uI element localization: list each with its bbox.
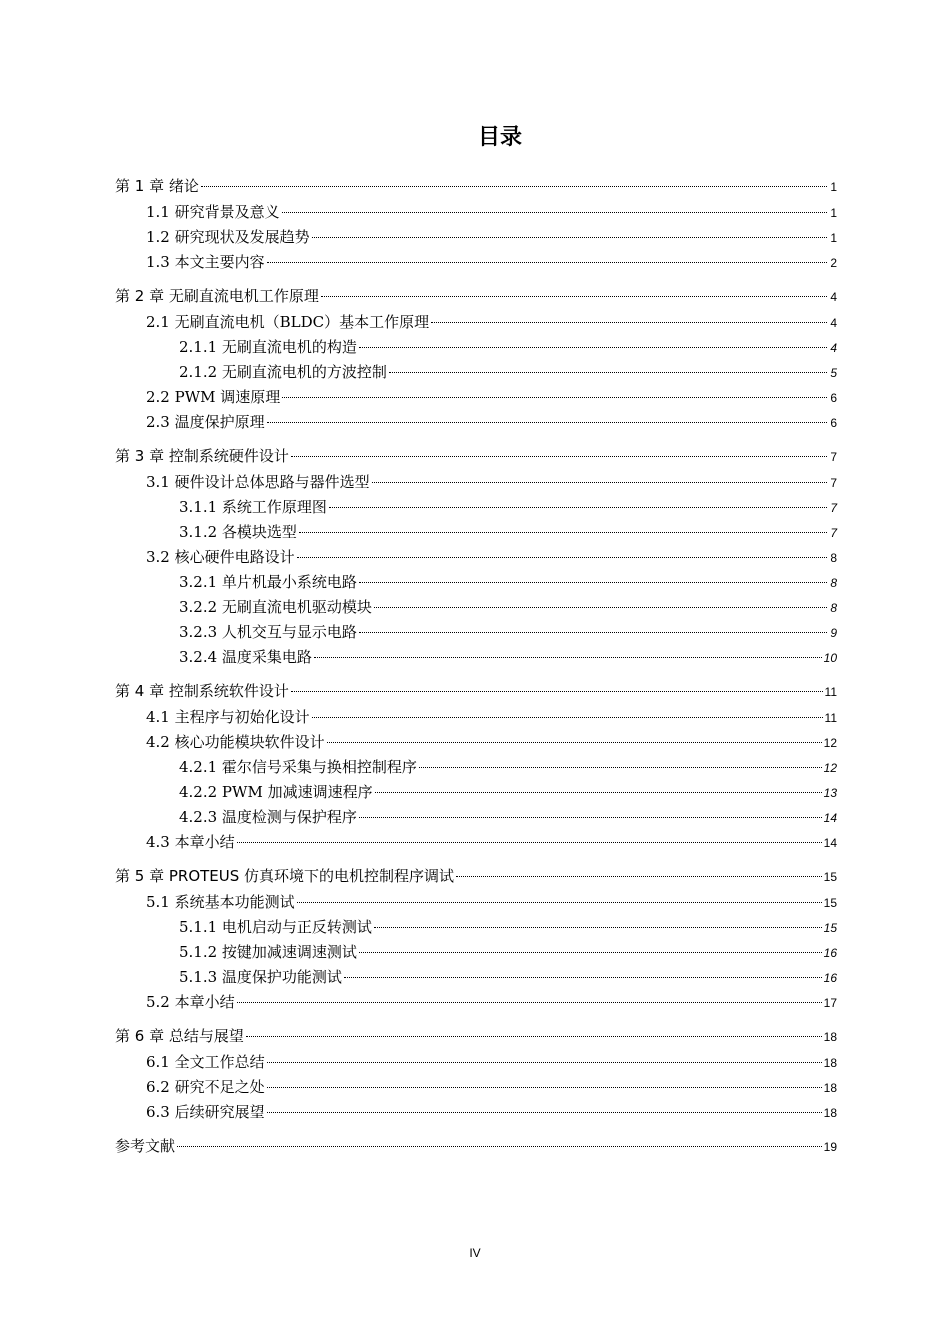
- toc-leader-dots: [237, 842, 822, 843]
- toc-entry-title: 5.1 系统基本功能测试: [146, 893, 295, 911]
- toc-entry-page: 17: [823, 996, 837, 1010]
- toc-entry[interactable]: [115, 570, 837, 595]
- toc-entry[interactable]: [115, 200, 837, 225]
- toc-entry-title: 第 1 章 绪论: [115, 177, 199, 195]
- toc-leader-dots: [237, 1002, 822, 1003]
- toc-entry-title: 3.1.1 系统工作原理图: [179, 498, 327, 516]
- toc-entry-page: 14: [823, 836, 837, 850]
- toc-entry-page: 15: [823, 870, 837, 884]
- toc-entry[interactable]: [115, 443, 837, 470]
- toc-entry[interactable]: [115, 1075, 837, 1100]
- toc-entry-page: 1: [830, 206, 837, 220]
- toc-entry-title: 6.2 研究不足之处: [146, 1078, 265, 1096]
- toc-leader-dots: [374, 607, 827, 608]
- toc-entry-page: 15: [823, 921, 837, 935]
- toc-entry-page: 7: [830, 526, 837, 540]
- toc-leader-dots: [312, 237, 827, 238]
- toc-entry[interactable]: [115, 283, 837, 310]
- toc-entry-title: 2.3 温度保护原理: [146, 413, 265, 431]
- toc-leader-dots: [299, 532, 827, 533]
- toc-entry-title: 第 6 章 总结与展望: [115, 1027, 244, 1045]
- toc-leader-dots: [267, 422, 827, 423]
- toc-entry-title: 参考文献: [115, 1137, 176, 1155]
- toc-entry[interactable]: [115, 1133, 837, 1160]
- toc-entry[interactable]: [115, 990, 837, 1015]
- toc-entry-page: 8: [830, 576, 837, 590]
- toc-entry-page: 5: [830, 366, 837, 380]
- toc-entry-title: 6.1 全文工作总结: [146, 1053, 265, 1071]
- toc-entry-page: 12: [823, 761, 837, 775]
- toc-leader-dots: [267, 1112, 822, 1113]
- toc-leader-dots: [291, 456, 827, 457]
- toc-leader-dots: [359, 952, 822, 953]
- toc-entry-page: 19: [823, 1140, 837, 1154]
- toc-entry[interactable]: [115, 1023, 837, 1050]
- toc-title: 目录: [477, 125, 522, 150]
- toc-entry-title: 第 5 章 PROTEUS 仿真环境下的电机控制程序调试: [115, 867, 455, 885]
- toc-entry-page: 16: [823, 971, 837, 985]
- toc-entry[interactable]: [115, 780, 837, 805]
- toc-leader-dots: [419, 767, 822, 768]
- toc-entry[interactable]: [115, 678, 837, 705]
- toc-entry-page: 6: [830, 391, 837, 405]
- toc-leader-dots: [282, 397, 827, 398]
- toc-entry[interactable]: [115, 520, 837, 545]
- toc-entry-title: 4.2 核心功能模块软件设计: [146, 733, 325, 751]
- toc-entry-title: 4.2.3 温度检测与保护程序: [179, 808, 357, 826]
- toc-entry-title: 3.2.1 单片机最小系统电路: [179, 573, 357, 591]
- toc-entry[interactable]: [115, 1050, 837, 1075]
- toc-entry[interactable]: [115, 965, 837, 990]
- toc-entry-page: 6: [830, 416, 837, 430]
- toc-entry-title: 5.1.2 按键加减速调速测试: [179, 943, 357, 961]
- toc-entry-title: 5.2 本章小结: [146, 993, 235, 1011]
- toc-entry[interactable]: [115, 645, 837, 670]
- toc-entry-page: 14: [823, 811, 837, 825]
- toc-leader-dots: [177, 1146, 822, 1147]
- toc-entry-page: 4: [830, 290, 837, 304]
- toc-entry-title: 第 3 章 控制系统硬件设计: [115, 447, 289, 465]
- toc-leader-dots: [201, 186, 827, 187]
- toc-entry-page: 18: [823, 1030, 837, 1044]
- toc-entry-title: 2.1.2 无刷直流电机的方波控制: [179, 363, 387, 381]
- toc-leader-dots: [312, 717, 823, 718]
- toc-entry-title: 1.1 研究背景及意义: [146, 203, 280, 221]
- toc-entry[interactable]: [115, 1100, 837, 1125]
- toc-leader-dots: [267, 1062, 822, 1063]
- toc-entry-page: 18: [823, 1056, 837, 1070]
- toc-entry-page: 1: [830, 180, 837, 194]
- toc-entry-title: 2.1 无刷直流电机（BLDC）基本工作原理: [146, 313, 430, 331]
- toc-leader-dots: [291, 691, 823, 692]
- toc-leader-dots: [372, 482, 827, 483]
- toc-entry-page: 15: [823, 896, 837, 910]
- toc-entry-title: 4.3 本章小结: [146, 833, 235, 851]
- toc-entry[interactable]: [115, 385, 837, 410]
- toc-entry[interactable]: [115, 863, 837, 890]
- toc-leader-dots: [267, 262, 827, 263]
- toc-entry-title: 4.2.1 霍尔信号采集与换相控制程序: [179, 758, 417, 776]
- toc-entry-title: 1.2 研究现状及发展趋势: [146, 228, 310, 246]
- toc-entry[interactable]: [115, 755, 837, 780]
- toc-entry[interactable]: [115, 173, 837, 200]
- toc-entry[interactable]: [115, 470, 837, 495]
- table-of-contents: [115, 173, 837, 1160]
- toc-leader-dots: [314, 657, 822, 658]
- toc-entry[interactable]: [115, 595, 837, 620]
- toc-entry-page: 10: [823, 651, 837, 665]
- toc-entry-title: 4.1 主程序与初始化设计: [146, 708, 310, 726]
- toc-entry-page: 11: [824, 711, 837, 725]
- toc-leader-dots: [297, 902, 822, 903]
- toc-entry[interactable]: [115, 940, 837, 965]
- toc-entry-title: 5.1.3 温度保护功能测试: [179, 968, 342, 986]
- toc-entry[interactable]: [115, 730, 837, 755]
- toc-leader-dots: [359, 347, 827, 348]
- toc-entry-title: 6.3 后续研究展望: [146, 1103, 265, 1121]
- toc-entry[interactable]: [115, 890, 837, 915]
- toc-entry-page: 7: [830, 476, 837, 490]
- toc-entry-page: 8: [830, 601, 837, 615]
- toc-leader-dots: [329, 507, 827, 508]
- toc-leader-dots: [327, 742, 822, 743]
- toc-entry-page: 18: [823, 1081, 837, 1095]
- toc-entry-title: 2.2 PWM 调速原理: [146, 388, 281, 406]
- toc-leader-dots: [297, 557, 827, 558]
- toc-entry-page: 13: [823, 786, 837, 800]
- toc-entry-title: 3.1 硬件设计总体思路与器件选型: [146, 473, 370, 491]
- toc-entry[interactable]: [115, 705, 837, 730]
- toc-entry[interactable]: [115, 545, 837, 570]
- toc-leader-dots: [431, 322, 827, 323]
- toc-entry[interactable]: [115, 360, 837, 385]
- toc-entry-page: 7: [830, 450, 837, 464]
- page-number: IV: [469, 1246, 481, 1260]
- toc-leader-dots: [359, 632, 827, 633]
- toc-entry-title: 5.1.1 电机启动与正反转测试: [179, 918, 372, 936]
- toc-entry-page: 4: [830, 316, 837, 330]
- toc-entry[interactable]: [115, 915, 837, 940]
- toc-leader-dots: [321, 296, 827, 297]
- toc-entry-title: 4.2.2 PWM 加减速调速程序: [179, 783, 373, 801]
- toc-leader-dots: [267, 1087, 822, 1088]
- toc-entry[interactable]: [115, 620, 837, 645]
- toc-entry-title: 3.1.2 各模块选型: [179, 523, 297, 541]
- toc-entry-page: 16: [823, 946, 837, 960]
- toc-entry-title: 3.2.4 温度采集电路: [179, 648, 312, 666]
- toc-entry-title: 3.2.3 人机交互与显示电路: [179, 623, 357, 641]
- toc-entry-page: 2: [830, 256, 837, 270]
- toc-leader-dots: [389, 372, 827, 373]
- toc-leader-dots: [246, 1036, 822, 1037]
- toc-entry-page: 12: [823, 736, 837, 750]
- toc-leader-dots: [359, 817, 822, 818]
- toc-leader-dots: [282, 212, 827, 213]
- toc-leader-dots: [374, 927, 822, 928]
- toc-leader-dots: [344, 977, 822, 978]
- toc-entry-page: 8: [830, 551, 837, 565]
- toc-entry[interactable]: [115, 310, 837, 335]
- toc-entry-title: 第 2 章 无刷直流电机工作原理: [115, 287, 319, 305]
- toc-entry-title: 3.2 核心硬件电路设计: [146, 548, 295, 566]
- toc-entry-page: 1: [830, 231, 837, 245]
- toc-entry-page: 11: [824, 685, 837, 699]
- toc-entry-page: 9: [830, 626, 837, 640]
- toc-entry-title: 1.3 本文主要内容: [146, 253, 265, 271]
- toc-leader-dots: [359, 582, 827, 583]
- toc-entry[interactable]: [115, 830, 837, 855]
- toc-entry[interactable]: [115, 410, 837, 435]
- toc-entry-title: 第 4 章 控制系统软件设计: [115, 682, 289, 700]
- toc-entry-page: 4: [830, 341, 837, 355]
- toc-entry[interactable]: [115, 225, 837, 250]
- toc-entry[interactable]: [115, 250, 837, 275]
- toc-entry-title: 3.2.2 无刷直流电机驱动模块: [179, 598, 372, 616]
- toc-entry-page: 7: [830, 501, 837, 515]
- toc-entry[interactable]: [115, 495, 837, 520]
- toc-entry[interactable]: [115, 805, 837, 830]
- toc-leader-dots: [456, 876, 822, 877]
- toc-entry[interactable]: [115, 335, 837, 360]
- toc-entry-page: 18: [823, 1106, 837, 1120]
- toc-leader-dots: [375, 792, 822, 793]
- toc-entry-title: 2.1.1 无刷直流电机的构造: [179, 338, 357, 356]
